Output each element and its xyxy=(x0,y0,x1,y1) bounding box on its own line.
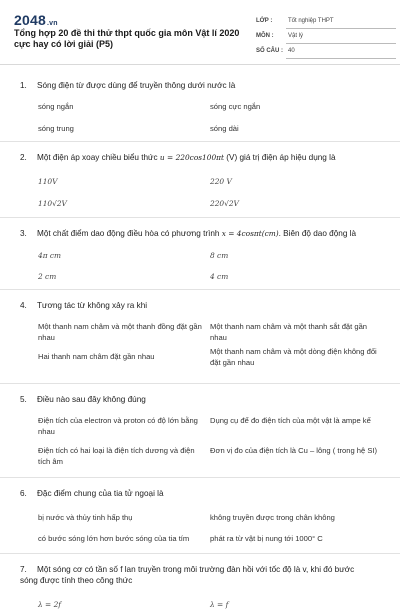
question-6 xyxy=(0,478,400,554)
answer-option-c[interactable]: sóng trung xyxy=(38,124,74,133)
answer-option-d[interactable]: Một thanh nam châm và một dòng điện không đổi đặt gần nhau xyxy=(210,347,377,367)
answer-option-d[interactable]: 4 cm xyxy=(210,272,229,281)
answer-option-c[interactable]: Điện tích có hai loại là điện tích dương và điện tích âm xyxy=(38,446,195,466)
meta-class-value: Tốt nghiệp THPT xyxy=(286,17,396,29)
document-meta xyxy=(256,17,396,62)
question-list xyxy=(0,64,400,614)
question-1 xyxy=(0,64,400,142)
answer-option-b[interactable]: 220 V xyxy=(210,177,232,186)
answer-option-c[interactable]: 2 cm xyxy=(38,272,57,281)
question-text: 4. Tương tác từ không xảy ra khi xyxy=(20,301,148,310)
meta-class-label: LỚP : xyxy=(256,18,273,24)
answer-option-d[interactable]: sóng dài xyxy=(210,124,239,133)
meta-count-label: SỐ CÂU : xyxy=(256,48,283,54)
question-4 xyxy=(0,290,400,384)
question-text: 3. Một chất điểm dao động điều hòa có phương trình x = 4cosπt(cm). Biên độ dao động là xyxy=(20,229,357,238)
answer-option-b[interactable]: Dụng cụ để đo điện tích của một vật là ampe kế xyxy=(210,416,371,425)
question-text: 6. Đặc điểm chung của tia tử ngoại là xyxy=(20,489,164,498)
answer-option-c[interactable]: có bước sóng lớn hơn bước sóng của tia tím xyxy=(38,534,190,543)
answer-option-a[interactable]: Điện tích của electron và proton có độ lớn bằng nhau xyxy=(38,416,198,436)
meta-subject-label: MÔN : xyxy=(256,33,274,39)
question-text: 7. Một sóng cơ có tần số f lan truyền trong môi trường đàn hồi với tốc độ là v, khi đó bước sóng được tính theo công thức xyxy=(20,565,355,585)
answer-option-b[interactable]: sóng cực ngắn xyxy=(210,102,261,111)
answer-option-b[interactable]: Một thanh nam châm và một thanh sắt đặt gần nhau xyxy=(210,322,368,342)
meta-subject-value: Vật lý xyxy=(286,32,396,44)
answer-option-d[interactable]: 220√2V xyxy=(210,199,239,208)
question-text: 1. Sóng điện từ được dùng để truyền thông dưới nước là xyxy=(20,81,236,90)
question-3 xyxy=(0,218,400,290)
answer-option-a[interactable]: λ = 2f xyxy=(38,600,62,609)
question-7 xyxy=(0,554,400,614)
meta-count-row xyxy=(256,47,396,62)
meta-class-row xyxy=(256,17,396,32)
answer-option-c[interactable]: Hai thanh nam châm đặt gần nhau xyxy=(38,352,155,361)
meta-subject-row xyxy=(256,32,396,47)
document-title: Tổng hợp 20 đề thi thử thpt quốc gia môn Vật lí 2020 cực hay có lời giải (P5) xyxy=(14,28,240,49)
question-2 xyxy=(0,142,400,218)
formula: u = 220cos100πt xyxy=(159,153,224,162)
document-header xyxy=(0,0,400,65)
answer-option-a[interactable]: 110V xyxy=(38,177,58,186)
formula: x = 4cosπt(cm) xyxy=(221,229,279,238)
answer-option-a[interactable]: Một thanh nam châm và một thanh đồng đặt gần nhau xyxy=(38,322,202,342)
question-text: 5. Điều nào sau đây không đúng xyxy=(20,395,146,404)
question-text: 2. Một điện áp xoay chiều biểu thức u = 220cos100πt (V) giá trị điện áp hiệu dụng là xyxy=(20,153,336,162)
answer-option-a[interactable]: 4π cm xyxy=(38,251,62,260)
answer-option-b[interactable]: λ = f xyxy=(210,600,229,609)
question-5 xyxy=(0,384,400,478)
answer-option-d[interactable]: phát ra từ vật bị nung tới 1000° C xyxy=(210,534,323,543)
answer-option-b[interactable]: không truyền được trong chân không xyxy=(210,513,335,522)
answer-option-a[interactable]: bị nước và thủy tinh hấp thụ xyxy=(38,513,133,522)
answer-option-b[interactable]: 8 cm xyxy=(210,251,229,260)
answer-option-d[interactable]: Đơn vị đo của điện tích là Cu – lông ( trong hệ SI) xyxy=(210,446,378,455)
site-logo[interactable]: 2048.vn xyxy=(14,12,58,28)
answer-option-c[interactable]: 110√2V xyxy=(38,199,67,208)
meta-count-value: 40 xyxy=(286,47,396,59)
answer-option-a[interactable]: sóng ngắn xyxy=(38,102,74,111)
